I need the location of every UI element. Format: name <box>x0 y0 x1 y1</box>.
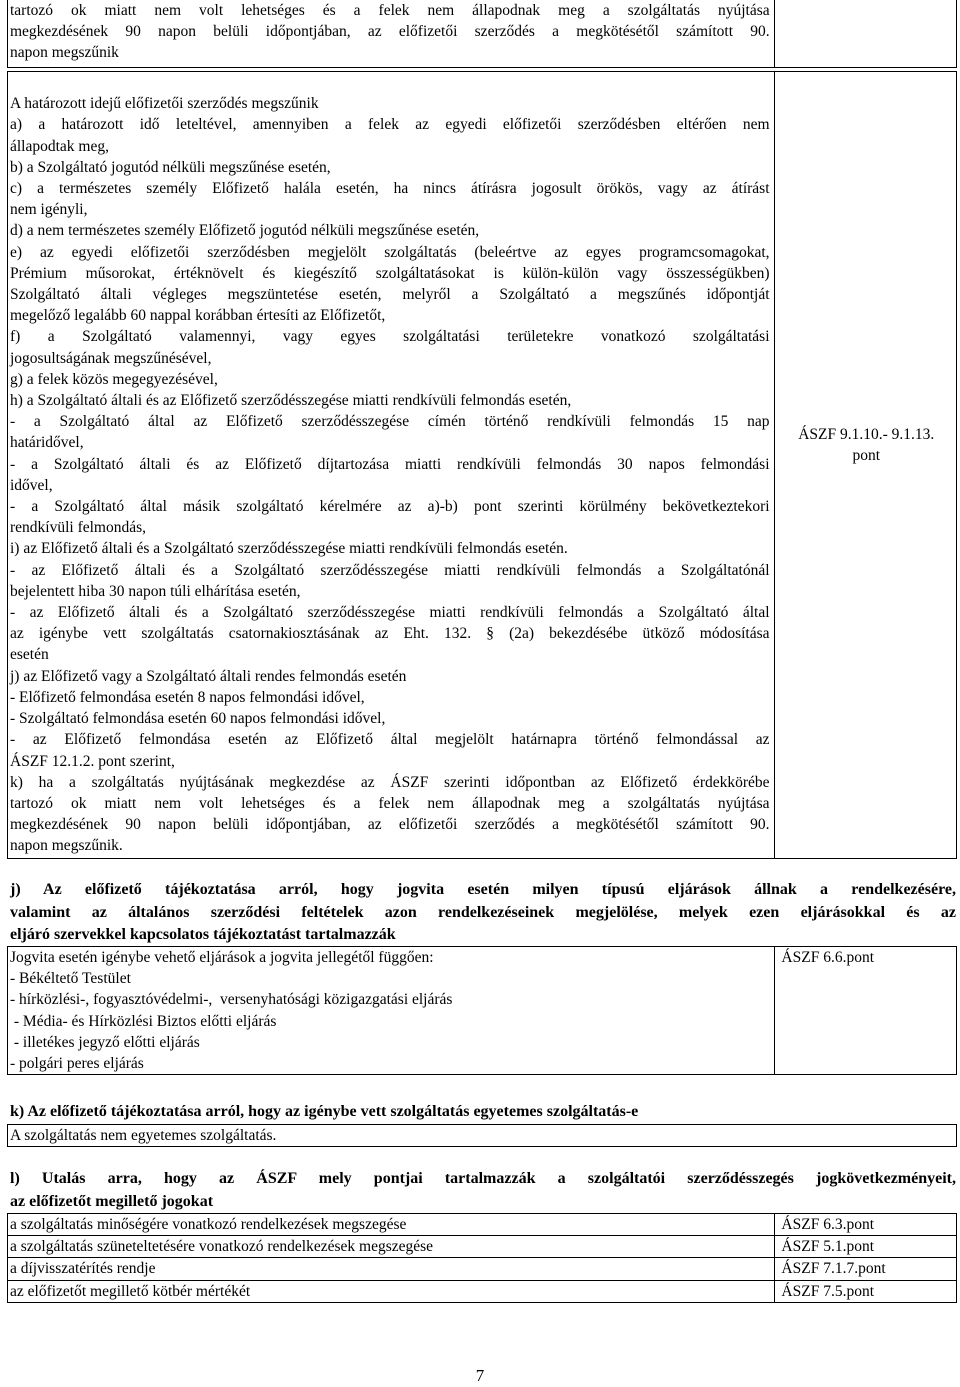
section-j-heading <box>10 879 956 947</box>
procedure-line: - polgári peres eljárás <box>10 1055 144 1073</box>
text-line: napon megszűnik. <box>10 837 123 855</box>
top-ref-cell <box>774 0 956 67</box>
text-line: rendkívüli felmondás, <box>10 519 147 537</box>
text-line: - az Előfizető általi és a Szolgáltató szerződésszegése miatti rendkívüli felmondás a Szolgáltatónál <box>10 561 770 579</box>
section-k-table <box>7 1124 957 1147</box>
breach-text-cell <box>8 1280 775 1302</box>
text-line: - a Szolgáltató általi és az Előfizető díjtartozása miatti rendkívüli felmondás 30 napos felmondási <box>10 455 770 473</box>
text-line: nem igényli, <box>10 201 88 219</box>
text-line: állapodtak meg, <box>10 137 109 155</box>
text-line: határidővel, <box>10 434 84 452</box>
procedure-line: - Békéltető Testület <box>10 970 131 988</box>
text-line <box>10 72 770 93</box>
breach-ref-cell <box>775 1236 957 1258</box>
cell-text: ÁSZF 6.3.pont <box>781 1216 875 1233</box>
page-number: 7 <box>475 1366 485 1385</box>
legal-procedures-cell <box>8 947 775 1075</box>
procedure-line: - Média- és Hírközlési Biztos előtti eljárás <box>10 1012 277 1030</box>
table-row <box>8 1214 957 1236</box>
text-line: g) a felek közös megegyezésével, <box>10 370 218 388</box>
cell-text: a szolgáltatás szüneteltetésére vonatkozó rendelkezések megszegése <box>10 1238 434 1256</box>
text-line: tartozó ok miatt nem volt lehetséges és a felek nem állapodnak meg a szolgáltatás nyújtása <box>10 794 770 812</box>
text-line: - Szolgáltató felmondása esetén 60 napos felmondási idővel, <box>10 710 386 728</box>
text-line: bejelentett hiba 30 napon túli elhárítása esetén, <box>10 582 301 600</box>
procedure-line: - illetékes jegyző előtti eljárás <box>10 1033 200 1051</box>
text-line: e) az egyedi előfizetői szerződésben megjelölt szolgáltatás (beleértve az egyes programcsomagokat, <box>10 243 770 261</box>
section-l-table <box>7 1213 957 1303</box>
procedure-line: - hírközlési-, fogyasztóvédelmi-, versenyhatósági közigazgatási eljárás <box>10 991 453 1009</box>
text-line: j) az Előfizető vagy a Szolgáltató általi rendes felmondás esetén <box>10 667 407 685</box>
breach-text-cell <box>8 1236 775 1258</box>
ref-line: pont <box>852 446 881 464</box>
section-j-ref-cell <box>775 947 957 1075</box>
text-line: Szolgáltató általi végleges megszüntetése esetén, melyről a Szolgáltató a megszűnés időpontját <box>10 286 770 304</box>
text-line: A határozott idejű előfizetői szerződés megszűnik <box>10 95 319 113</box>
universal-service-cell <box>8 1125 957 1147</box>
text-line: k) ha a szolgáltatás nyújtásának megkezdése az ÁSZF szerinti időpontban az Előfizető érdekkörébe <box>10 773 770 791</box>
text-line: a) a határozott idő leteltével, amennyiben a felek az egyedi előfizetői szerződésben eltérően nem <box>10 116 770 134</box>
text-line: d) a nem természetes személy Előfizető jogutód nélküli megszűnése esetén, <box>10 222 480 240</box>
procedure-line: Jogvita esetén igénybe vehető eljárások a jogvita jellegétől függően: <box>10 949 434 966</box>
breach-ref-cell <box>775 1258 957 1280</box>
ref-line: ÁSZF 9.1.10.- 9.1.13. <box>798 425 935 443</box>
top-text-cell <box>8 0 775 67</box>
cell-text: a díjvisszatérítés rendje <box>10 1260 156 1278</box>
heading-line: eljáró szervekkel kapcsolatos tájékoztatást tartalmazzák <box>10 926 396 943</box>
table-row <box>8 1236 957 1258</box>
text-line: ÁSZF 12.1.2. pont szerint, <box>10 752 175 770</box>
text-line: - az Előfizető felmondása esetén az Előfizető által megjelölt határnapra történő felmondással az <box>10 731 770 749</box>
section-j-table <box>7 946 957 1075</box>
heading-line: valamint az általános szerződési feltételek azon rendelkezéseinek megjelölése, melyek ezen eljárásokkal és az <box>10 903 956 921</box>
cell-text: ÁSZF 5.1.pont <box>781 1238 875 1256</box>
termination-ref-cell <box>774 72 956 859</box>
breach-ref-cell <box>775 1280 957 1302</box>
termination-table <box>7 71 957 859</box>
heading-line: j) Az előfizető tájékoztatása arról, hogy jogvita esetén milyen típusú eljárások állnak a rendelkezésére, <box>10 881 956 898</box>
cell-text: a szolgáltatás minőségére vonatkozó rendelkezések megszegése <box>10 1216 407 1233</box>
text-line: Prémium műsorokat, értéknövelt és kiegészítő szolgáltatásokat is külön-külön vagy összességükben) <box>10 264 770 282</box>
text-line: idővel, <box>10 476 53 494</box>
text-line: c) a természetes személy Előfizető halála esetén, ha nincs átírásra jogosult örökös, vagy az átírást <box>10 180 770 198</box>
text-line: napon megszűnik <box>10 44 119 62</box>
top-continuation-table <box>7 0 957 68</box>
cell-text: ÁSZF 7.1.7.pont <box>781 1260 886 1278</box>
text-line: b) a Szolgáltató jogutód nélküli megszűnése esetén, <box>10 158 331 176</box>
text-line: - a Szolgáltató által másik szolgáltató kérelmére az a)-b) pont szerinti körülmény bekövetkeztekori <box>10 498 770 516</box>
text-line: megkezdésének 90 napon belüli időpontjában, az előfizetői szerződés a megkötésétől számított 90. <box>10 23 770 41</box>
heading-line: k) Az előfizető tájékoztatása arról, hogy az igénybe vett szolgáltatás egyetemes szolgáltatás-e <box>10 1103 639 1120</box>
section-l-heading <box>10 1168 956 1213</box>
text-line: tartozó ok miatt nem volt lehetséges és a felek nem állapodnak meg a szolgáltatás nyújtása <box>10 2 770 19</box>
breach-text-cell <box>8 1214 775 1236</box>
text-line: jogosultságának megszűnésével, <box>10 349 212 367</box>
table-row <box>8 1258 957 1280</box>
text-line: A szolgáltatás nem egyetemes szolgáltatás. <box>10 1127 277 1144</box>
heading-line: l) Utalás arra, hogy az ÁSZF mely pontjai tartalmazzák a szolgáltatói szerződésszegés jogkövetkezményeit, <box>10 1170 956 1187</box>
termination-text-cell <box>8 72 775 859</box>
section-k-heading <box>10 1101 956 1124</box>
text-line: esetén <box>10 646 49 664</box>
breach-ref-cell <box>775 1214 957 1236</box>
text-line: az igénybe vett szolgáltatás csatornakiosztásának az Eht. 132. § (2a) bekezdésébe ütköző módosítása <box>10 625 770 643</box>
breach-text-cell <box>8 1258 775 1280</box>
text-line: megelőző legalább 60 nappal korábban értesíti az Előfizetőt, <box>10 307 386 325</box>
ref-line: ÁSZF 6.6.pont <box>781 949 875 966</box>
heading-line: az előfizetőt megillető jogokat <box>10 1192 214 1210</box>
text-line: - az Előfizető általi és a Szolgáltató szerződésszegése miatti rendkívüli felmondás a Szolgáltató által <box>10 604 770 622</box>
text-line: f) a Szolgáltató valamennyi, vagy egyes szolgáltatási területekre vonatkozó szolgáltatási <box>10 328 770 346</box>
cell-text: az előfizetőt megillető kötbér mértékét <box>10 1282 251 1300</box>
text-line: i) az Előfizető általi és a Szolgáltató szerződésszegése miatti rendkívüli felmondás esetén. <box>10 540 568 558</box>
text-line: h) a Szolgáltató általi és az Előfizető szerződésszegése miatti rendkívüli felmondás esetén, <box>10 392 572 410</box>
text-line: - a Szolgáltató által az Előfizető szerződésszegése címén történő rendkívüli felmondás 15 nap <box>10 413 770 431</box>
table-row <box>8 1280 957 1302</box>
text-line: - Előfizető felmondása esetén 8 napos felmondási idővel, <box>10 688 365 706</box>
cell-text: ÁSZF 7.5.pont <box>781 1282 875 1300</box>
text-line: megkezdésének 90 napon belüli időpontjában, az előfizetői szerződés a megkötésétől számított 90. <box>10 816 770 834</box>
